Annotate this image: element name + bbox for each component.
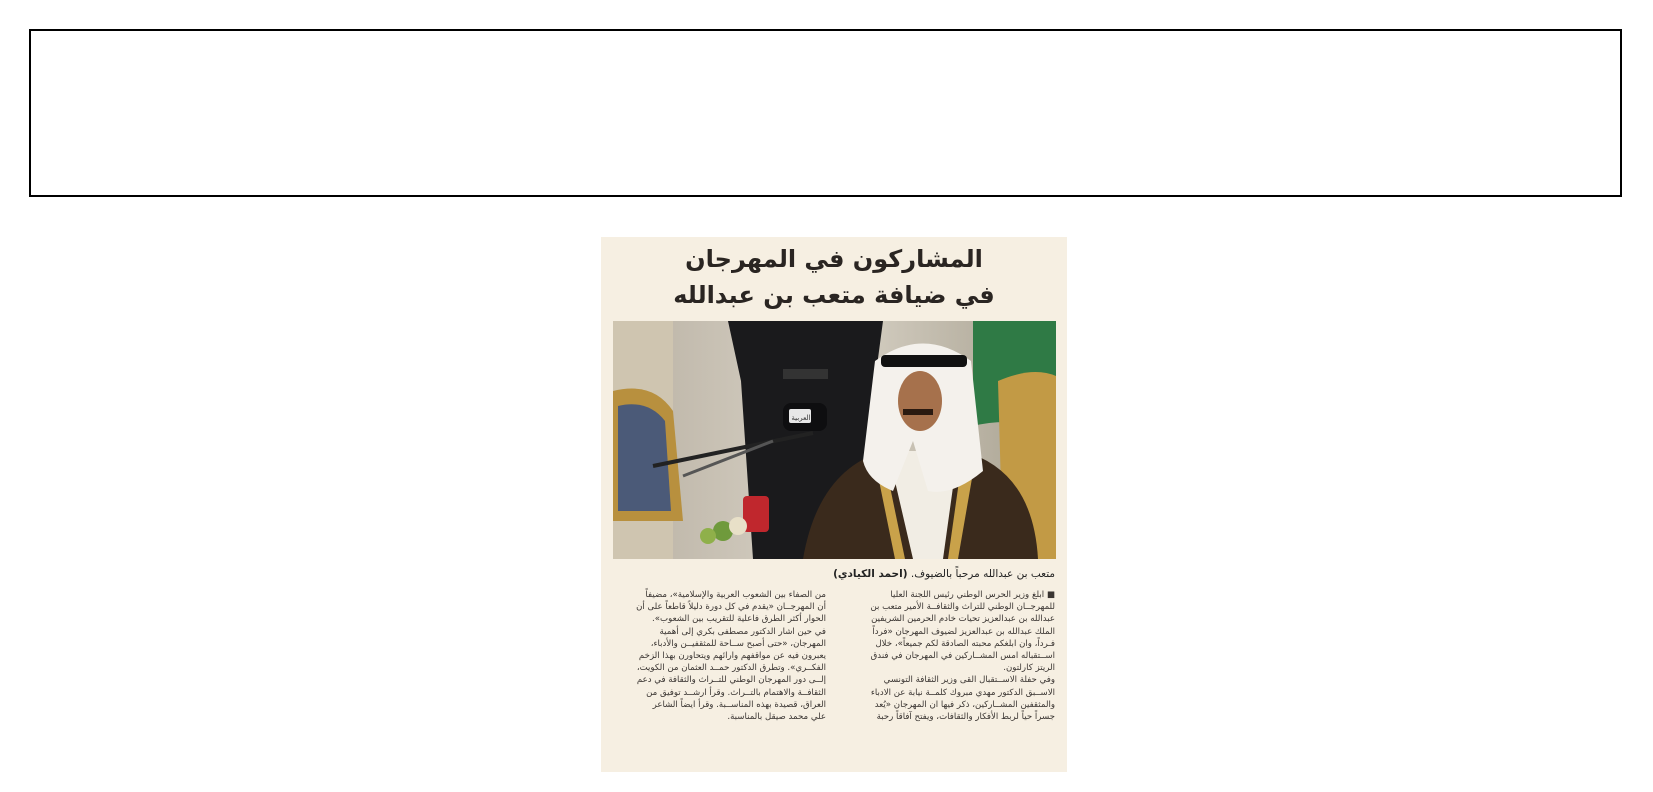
paragraph-line: أن المهرجــان «يقدم في كل دورة دليلاً قاطعاً على أن — [636, 602, 826, 613]
paragraph-line: إلــى دور المهرجان الوطني للتــراث والثقافة في دعم — [636, 675, 826, 686]
paragraph-line: جسراً حياً لربط الأفكار والثقافات، ويفتح آفاقاً رحبة — [876, 712, 1055, 723]
article-column-left — [613, 589, 826, 723]
source-info-box — [29, 29, 1622, 197]
paragraph-line: اســتقباله امس المشــاركين في المهرجان في فندق — [870, 651, 1055, 662]
headline-line-1: المشاركون في المهرجان — [685, 245, 983, 273]
paragraph-line: الثقافــة والاهتمام بالتــراث. وقرأ ارشــد توفيق من — [646, 687, 826, 698]
headline-line-2: في ضيافة متعب بن عبدالله — [673, 281, 995, 309]
article-column-right — [842, 589, 1055, 723]
paragraph-line: ■ ابلغ وزير الحرس الوطني رئيس اللجنة العليا — [890, 590, 1055, 600]
paragraph-line: فـرداً، وان ابلغكم محبته الصادقة لكم جميعاً»، خلال — [875, 638, 1055, 649]
mic-label: العربية — [791, 414, 811, 422]
paragraph-line: الفكــري». وتطرق الدكتور حمــد العثمان من الكويت، — [636, 663, 826, 674]
paragraph-line: الحوار أكثر الطرق فاعلية للتقريب بين الشعوب». — [652, 614, 826, 625]
paragraph-line: علي محمد صيقل بالمناسبة. — [727, 712, 826, 723]
paragraph-line: في حين اشار الدكتور مصطفى بكري إلى أهمية — [659, 626, 826, 637]
paragraph-line: الريتز كارلتون. — [1003, 663, 1055, 674]
paragraph-line: وفي حفلة الاســتقبال القى وزير الثقافة التونسي — [883, 675, 1055, 686]
paragraph-line: المهرجان، «حتى أصبح ســاحة للمثقفيــن والأدباء، — [650, 638, 826, 649]
paragraph-line: العراق، قصيدة بهذه المناســبة. وقرأ ايضاً الشاعر — [652, 699, 826, 710]
paragraph-line: للمهرجــان الوطني للتراث والثقافــة الأمير متعب بن — [870, 602, 1055, 613]
paragraph-line: الملك عبدالله بن عبدالعزيز لضيوف المهرجان «فرداً — [872, 626, 1055, 637]
caption-text: متعب بن عبدالله مرحباً بالضيوف. — [910, 568, 1055, 580]
paragraph-line: والمثقفين المشــاركين، ذكر فيها ان المهرجان «يُعد — [874, 699, 1055, 710]
paragraph-line: الاســبق الدكتور مهدي مبروك كلمــة نيابة عن الادباء — [870, 687, 1055, 698]
caption-credit: (احمد الكيادي) — [833, 568, 908, 580]
article-photo — [613, 321, 1056, 559]
paragraph-line: عبدالله بن عبدالعزيز تحيات خادم الحرمين الشريفين — [871, 614, 1055, 625]
paragraph-line: يعبرون فيه عن مواقفهم وارائهم ويتحاورن بهذا الزخم — [638, 651, 826, 662]
newspaper-clipping — [601, 237, 1067, 772]
photo-caption — [833, 568, 1055, 580]
paragraph-line: من الصفاء بين الشعوب العربية والإسلامية»، مضيفاً — [645, 590, 826, 600]
